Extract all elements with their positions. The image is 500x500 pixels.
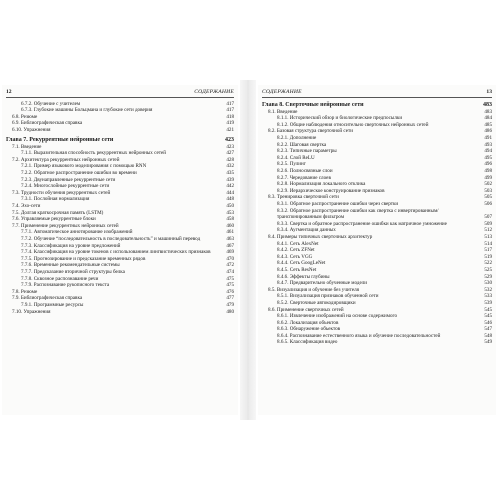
toc-entry <box>262 326 492 333</box>
toc-entry-title: Глава 8. Сверточные нейронные сети <box>262 101 364 108</box>
toc-entry-page-number: 525 <box>484 266 492 273</box>
toc-entry-page-number: 463 <box>226 235 234 242</box>
left-header-rule <box>6 97 234 98</box>
toc-entry-page-number: 507 <box>484 214 492 221</box>
toc-entry <box>262 155 492 162</box>
toc-entry-page-number: 419 <box>226 120 234 127</box>
toc-entry <box>6 120 234 127</box>
toc-entry-page-number: 469 <box>226 249 234 256</box>
toc-entry <box>262 201 492 208</box>
toc-entry-page-number: 494 <box>484 148 492 155</box>
toc-entry-page-number: 491 <box>484 135 492 142</box>
toc-entry-title: 8.2.7. Чередование слоев <box>277 174 331 181</box>
toc-entry <box>262 267 492 274</box>
toc-entry-title: 8.4.3. Сеть VGG <box>277 253 313 260</box>
toc-entry-page-number: 477 <box>226 295 234 302</box>
toc-entry-title: 7.7.6. Временные рекомендательные системы <box>21 262 120 269</box>
toc-entry-page-number: 495 <box>484 154 492 161</box>
toc-entry-title: 7.9.1. Программные ресурсы <box>21 301 84 308</box>
toc-entry-page-number: 529 <box>484 273 492 280</box>
right-page <box>258 85 496 415</box>
toc-entry-title: 7.6. Управляемые рекуррентные блоки <box>12 216 96 223</box>
toc-entry <box>262 221 492 228</box>
toc-entry-page-number: 539 <box>484 299 492 306</box>
toc-entry-page-number: 496 <box>484 161 492 168</box>
toc-entry <box>6 190 234 197</box>
toc-entry <box>6 282 234 289</box>
toc-entry-page-number: 435 <box>226 170 234 177</box>
toc-entry <box>262 188 492 195</box>
toc-entry <box>6 276 234 283</box>
toc-entry-page-number: 423 <box>225 136 234 143</box>
toc-entry <box>262 254 492 261</box>
toc-entry <box>262 115 492 122</box>
toc-entry <box>262 313 492 320</box>
toc-entry-page-number: 498 <box>484 168 492 175</box>
toc-entry-title: 8.6.5. Классификация видео <box>277 339 338 346</box>
toc-entry-title: 7.7.3. Классификация на уровне предложений <box>21 242 121 249</box>
toc-entry <box>6 302 234 309</box>
left-page <box>2 85 238 415</box>
toc-entry <box>6 144 234 151</box>
right-running-head: СОДЕРЖАНИЕ <box>262 89 302 95</box>
toc-entry-title: 8.4.2. Сеть ZFNet <box>277 247 315 254</box>
toc-entry-title: 8.4. Примеры типичных сверточных архитектур <box>268 233 373 240</box>
toc-entry-page-number: 428 <box>226 156 234 163</box>
toc-entry-title: 8.4.1. Сеть AlexNet <box>277 240 319 247</box>
toc-entry-title: 7.7.5. Прогнозирование и предсказание временных рядов <box>21 255 146 262</box>
toc-entry <box>6 243 234 250</box>
toc-entry-title: 7.7.4. Классификация на уровне токенов с использованием лингвистических признаков <box>21 249 211 256</box>
toc-entry <box>262 122 492 129</box>
toc-entry-title: 6.9. Библиографическая справка <box>12 120 83 127</box>
toc-entry-title: 8.2.2. Шаговая свертка <box>277 141 327 148</box>
toc-entry-page-number: 423 <box>226 143 234 150</box>
toc-entry <box>6 269 234 276</box>
toc-entry-page-number: 417 <box>226 100 234 107</box>
toc-entry-title: 8.5.1. Визуализация признаков обученной сети <box>277 293 379 300</box>
toc-entry <box>262 287 492 294</box>
toc-entry-page-number: 545 <box>484 306 492 313</box>
toc-entry-title: 8.2.4. Слой ReLU <box>277 154 315 161</box>
toc-entry <box>6 236 234 243</box>
toc-entry-title: 8.4.4. Сеть GoogLeNet <box>277 260 326 267</box>
toc-entry <box>6 249 234 256</box>
toc-entry-title: 7.3. Трудности обучения рекуррентных сетей <box>12 189 111 196</box>
toc-entry-title: 8.4.5. Сеть ResNet <box>277 266 317 273</box>
toc-entry-page-number: 485 <box>484 121 492 128</box>
toc-entry-title: 7.7.1. Автоматическое аннотирование изображений <box>21 229 133 236</box>
toc-entry-page-number: 450 <box>226 203 234 209</box>
toc-entry-title: 7.10. Упражнения <box>12 308 51 315</box>
toc-entry <box>6 256 234 263</box>
toc-entry-page-number: 472 <box>226 262 234 269</box>
toc-entry-title: 8.1. Введение <box>268 108 298 115</box>
toc-entry-title: 7.2.2. Обратное распространение ошибки во времени <box>21 170 137 177</box>
toc-entry <box>262 175 492 182</box>
toc-entry-title: 8.2.3. Типичные параметры <box>277 148 337 155</box>
toc-entry-page-number: 453 <box>226 209 234 216</box>
toc-entry-title: 7.4. Эхо-сети <box>12 203 41 209</box>
toc-entry <box>262 320 492 327</box>
toc-entry-title: 7.1.1. Выразительная способность рекуррентных нейронных сетей <box>21 150 166 157</box>
toc-entry-title: 8.3.1. Обратное распространение ошибки через свертки <box>277 201 399 207</box>
toc-entry <box>262 280 492 287</box>
toc-entry-title: 8.6.2. Локализация объектов <box>277 319 339 326</box>
toc-entry-title: 6.7.3. Глубокие машины Больцмана и глубокие сети доверия <box>21 107 153 114</box>
toc-entry-page-number: 514 <box>484 240 492 247</box>
toc-entry-title: 7.7.8. Сквозное распознавание речи <box>21 275 99 282</box>
toc-entry-title: 7.2.4. Многослойные рекуррентные сети <box>21 183 110 190</box>
toc-entry <box>6 223 234 230</box>
toc-entry-page-number: 448 <box>226 196 234 203</box>
toc-entry-page-number: 476 <box>226 288 234 295</box>
toc-entry <box>262 307 492 314</box>
toc-entry-page-number: 545 <box>484 313 492 320</box>
toc-entry-page-number: 475 <box>226 282 234 289</box>
toc-entry-page-number: 417 <box>226 107 234 114</box>
toc-entry-page-number: 533 <box>484 293 492 300</box>
toc-entry <box>6 203 234 210</box>
right-toc-list <box>258 101 496 346</box>
toc-entry-page-number: 444 <box>226 189 234 196</box>
toc-entry <box>6 170 234 177</box>
toc-entry <box>6 127 234 134</box>
toc-entry <box>262 142 492 149</box>
toc-entry-title: 8.3.2. Обратное распространение ошибки как свертка с инвертированным/транспонированным фильтром <box>277 207 439 221</box>
toc-entry-title: 8.2.1. Дополнение <box>277 135 317 142</box>
toc-entry-page-number: 475 <box>226 275 234 282</box>
toc-chapter-heading <box>262 101 492 109</box>
toc-entry-page-number: 432 <box>226 163 234 170</box>
toc-entry-page-number: 513 <box>484 233 492 240</box>
toc-entry-page-number: 483 <box>484 108 492 115</box>
toc-entry <box>6 309 234 316</box>
toc-entry-title: 8.6.4. Распознавание естественного языка и обучение последовательностей <box>277 332 441 339</box>
toc-entry <box>262 274 492 281</box>
toc-entry-page-number: 474 <box>226 268 234 275</box>
toc-entry <box>262 161 492 168</box>
toc-entry <box>6 177 234 184</box>
toc-entry-page-number: 460 <box>226 222 234 229</box>
toc-entry-title: 8.1.2. Общие наблюдения относительно сверточных нейронных сетей <box>277 121 429 128</box>
toc-entry <box>262 135 492 142</box>
toc-entry-page-number: 546 <box>484 319 492 326</box>
toc-entry-page-number: 530 <box>484 280 492 287</box>
toc-entry-title: 6.10. Упражнения <box>12 127 51 134</box>
toc-entry-page-number: 509 <box>484 220 492 227</box>
toc-entry-title: 7.7.9. Распознавание рукописного текста <box>21 282 110 289</box>
left-page-header <box>2 85 238 95</box>
toc-entry <box>262 247 492 254</box>
toc-entry-page-number: 503 <box>484 187 492 194</box>
toc-entry-title: 7.1. Введение <box>12 143 42 150</box>
toc-entry <box>262 181 492 188</box>
toc-entry-page-number: 421 <box>226 127 234 134</box>
toc-entry-title: Глава 7. Рекуррентные нейронные сети <box>6 136 114 143</box>
toc-entry <box>262 339 492 346</box>
toc-entry <box>6 114 234 121</box>
toc-entry-page-number: 517 <box>484 247 492 254</box>
toc-entry <box>262 300 492 307</box>
toc-entry <box>6 295 234 302</box>
toc-entry-page-number: 548 <box>484 332 492 339</box>
left-running-head: СОДЕРЖАНИЕ <box>194 89 234 95</box>
toc-entry-page-number: 484 <box>484 115 492 122</box>
toc-entry-title: 6.7.2. Обучение с учителем <box>21 100 81 107</box>
right-header-rule <box>262 97 492 98</box>
toc-entry-title: 8.3. Тренировка сверточной сети <box>268 194 339 201</box>
toc-entry <box>6 163 234 170</box>
toc-entry-title: 6.8. Резюме <box>12 113 38 120</box>
toc-entry-title: 7.2.3. Двунаправленные рекуррентные сети <box>21 176 116 183</box>
toc-entry <box>262 293 492 300</box>
toc-entry-title: 8.3.3. Свертка и обратное распространение ошибки как матричное умножение <box>277 220 447 227</box>
toc-entry-title: 8.4.6. Эффекты глубины <box>277 273 330 280</box>
toc-entry-title: 8.1.1. Исторический обзор и биологические предпосылки <box>277 115 403 122</box>
toc-entry-title: 8.4.7. Предварительно обученные модели <box>277 280 367 287</box>
toc-entry-title: 7.2. Архитектура рекуррентных нейронных сетей <box>12 156 120 163</box>
toc-entry-page-number: 480 <box>226 308 234 315</box>
toc-entry <box>262 148 492 155</box>
toc-entry <box>262 234 492 241</box>
toc-entry-title: 7.7. Применение рекуррентных нейронных сетей <box>12 222 119 229</box>
toc-entry-page-number: 493 <box>484 141 492 148</box>
toc-entry <box>6 216 234 223</box>
toc-entry-page-number: 486 <box>484 128 492 135</box>
toc-entry <box>6 196 234 203</box>
toc-entry-title: 7.7.7. Предсказание вторичной структуры белка <box>21 268 125 275</box>
toc-entry-page-number: 532 <box>484 286 492 293</box>
toc-entry-title: 8.6.1. Извлечение изображений на основе содержимого <box>277 313 398 320</box>
toc-entry <box>262 194 492 201</box>
toc-entry <box>6 210 234 217</box>
toc-entry-page-number: 502 <box>484 181 492 188</box>
toc-entry-page-number: 458 <box>226 216 234 223</box>
toc-entry-page-number: 427 <box>226 150 234 157</box>
toc-entry <box>6 262 234 269</box>
toc-entry-title: 8.2.8. Нормализация локального отклика <box>277 181 366 188</box>
toc-entry-page-number: 467 <box>226 242 234 249</box>
toc-entry <box>6 157 234 164</box>
toc-entry <box>262 109 492 116</box>
toc-entry <box>6 289 234 296</box>
toc-entry-title: 8.5.2. Сверточные автокодировщики <box>277 299 356 306</box>
toc-entry-title: 8.5. Визуализация и обучение без учителя <box>268 286 359 293</box>
toc-entry <box>262 227 492 234</box>
toc-entry-title: 8.2. Базовая структура сверточной сети <box>268 128 353 135</box>
toc-entry <box>6 150 234 157</box>
toc-entry <box>6 107 234 114</box>
toc-entry-page-number: 512 <box>484 227 492 234</box>
toc-entry-title: 8.2.6. Полносвязные слои <box>277 168 333 175</box>
toc-entry-title: 8.6.3. Обнаружение объектов <box>277 326 341 333</box>
left-page-number: 12 <box>6 89 12 95</box>
toc-entry-title: 8.2.5. Пулинг <box>277 161 306 168</box>
toc-entry-title: 7.5. Долгая краткосрочная память (LSTM) <box>12 209 104 216</box>
toc-entry-page-number: 506 <box>484 201 492 207</box>
toc-entry-title: 8.6. Применение сверточных сетей <box>268 306 344 313</box>
toc-entry <box>6 183 234 190</box>
toc-entry-page-number: 547 <box>484 326 492 333</box>
toc-entry-page-number: 483 <box>483 101 492 108</box>
left-toc-list <box>2 101 238 315</box>
toc-entry-title: 8.3.4. Аугментация данных <box>277 227 336 234</box>
toc-entry-page-number: 418 <box>226 113 234 120</box>
toc-entry-page-number: 505 <box>484 194 492 201</box>
toc-entry-title: 7.7.2. Обучение “последовательность в последовательность” и машинный перевод <box>21 235 201 242</box>
toc-entry-title: 7.2.1. Пример языкового моделирования с помощью RNN <box>21 163 147 170</box>
toc-entry-page-number: 499 <box>484 174 492 181</box>
toc-entry <box>262 128 492 135</box>
toc-entry-page-number: 442 <box>226 183 234 190</box>
right-page-number: 13 <box>486 89 492 95</box>
toc-entry-title: 7.8. Резюме <box>12 288 38 295</box>
toc-entry <box>262 241 492 248</box>
toc-entry-title: 7.9. Библиографическая справка <box>12 295 83 302</box>
toc-entry-page-number: 461 <box>226 229 234 236</box>
toc-entry-title: 8.2.9. Иерархическое конструирование признаков <box>277 187 385 194</box>
toc-chapter-heading <box>6 136 234 144</box>
toc-entry-page-number: 522 <box>484 260 492 267</box>
toc-entry-page-number: 549 <box>484 339 492 346</box>
toc-entry <box>262 333 492 340</box>
book-gutter <box>240 80 256 420</box>
toc-entry-page-number: 470 <box>226 255 234 262</box>
toc-entry <box>262 168 492 175</box>
toc-entry <box>6 101 234 108</box>
toc-entry-page-number: 519 <box>484 253 492 260</box>
toc-entry <box>6 229 234 236</box>
toc-entry-page-number: 479 <box>226 301 234 308</box>
toc-entry <box>262 208 492 221</box>
toc-entry-title: 7.3.1. Послойная нормализация <box>21 196 90 203</box>
toc-entry-page-number: 439 <box>226 176 234 183</box>
right-page-header <box>258 85 496 95</box>
toc-entry <box>262 260 492 267</box>
